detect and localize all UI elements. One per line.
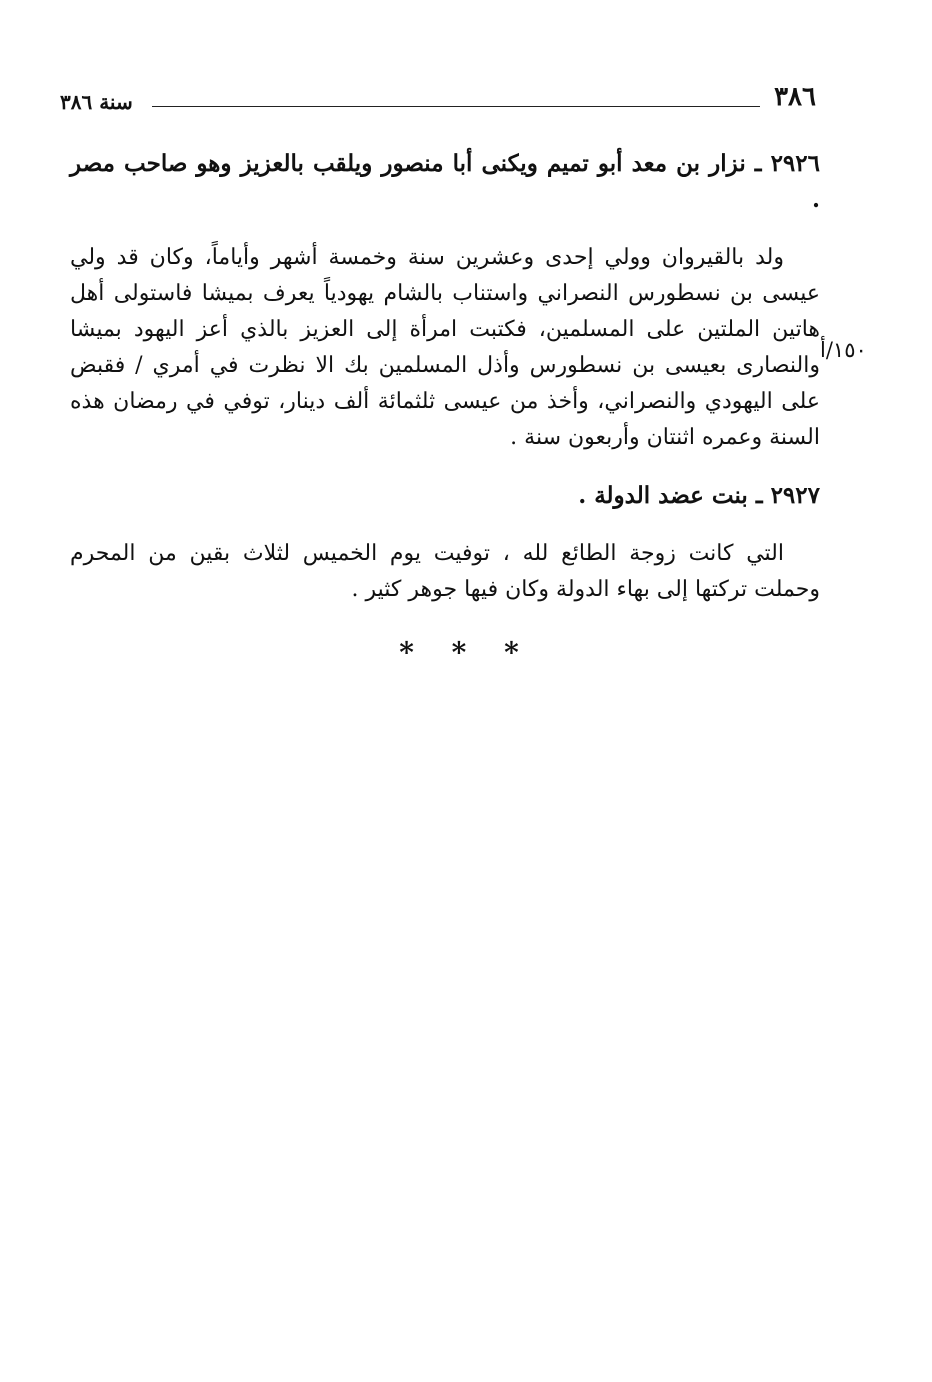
running-head-year: سنة ٣٨٦ xyxy=(60,90,133,114)
entry-heading: ٢٩٢٦ ـ نزار بن معد أبو تميم ويكنى أبا منصور ويلقب بالعزيز وهو صاحب مصر . xyxy=(70,150,820,213)
folio-margin-note: ١٥٠/أ xyxy=(820,338,867,362)
page-number: ٣٨٦ xyxy=(774,82,816,112)
entry-2926 xyxy=(70,146,820,456)
entry-paragraph: التي كانت زوجة الطائع لله ، توفيت يوم الخميس لثلاث بقين من المحرم وحملت تركتها إلى بهاء الدولة وكان فيها جوهر كثير . xyxy=(70,541,820,602)
page-header xyxy=(60,82,820,122)
section-separator: * * * xyxy=(399,636,533,669)
entry-2927 xyxy=(70,478,820,608)
entry-heading: ٢٩٢٧ ـ بنت عضد الدولة . xyxy=(578,482,820,509)
header-rule xyxy=(152,106,760,107)
entry-paragraph: ولد بالقيروان وولي إحدى وعشرين سنة وخمسة أشهر وأياماً، وكان قد ولي عيسى بن نسطورس النصراني واستناب بالشام يهودياً يعرف بميشا فاستولى أهل هاتين الملتين على المسلمين، فكتبت امرأة إلى العزيز بالذي أعز اليهود بميشا والنصارى بعيسى بن نسطورس وأذل المسلمين بك الا نظرت في أمري / فقبض على اليهودي والنصراني، وأخذ من عيسى ثلثمائة ألف دينار، توفي في رمضان هذه السنة وعمره اثنتان وأربعون سنة . xyxy=(70,245,820,450)
